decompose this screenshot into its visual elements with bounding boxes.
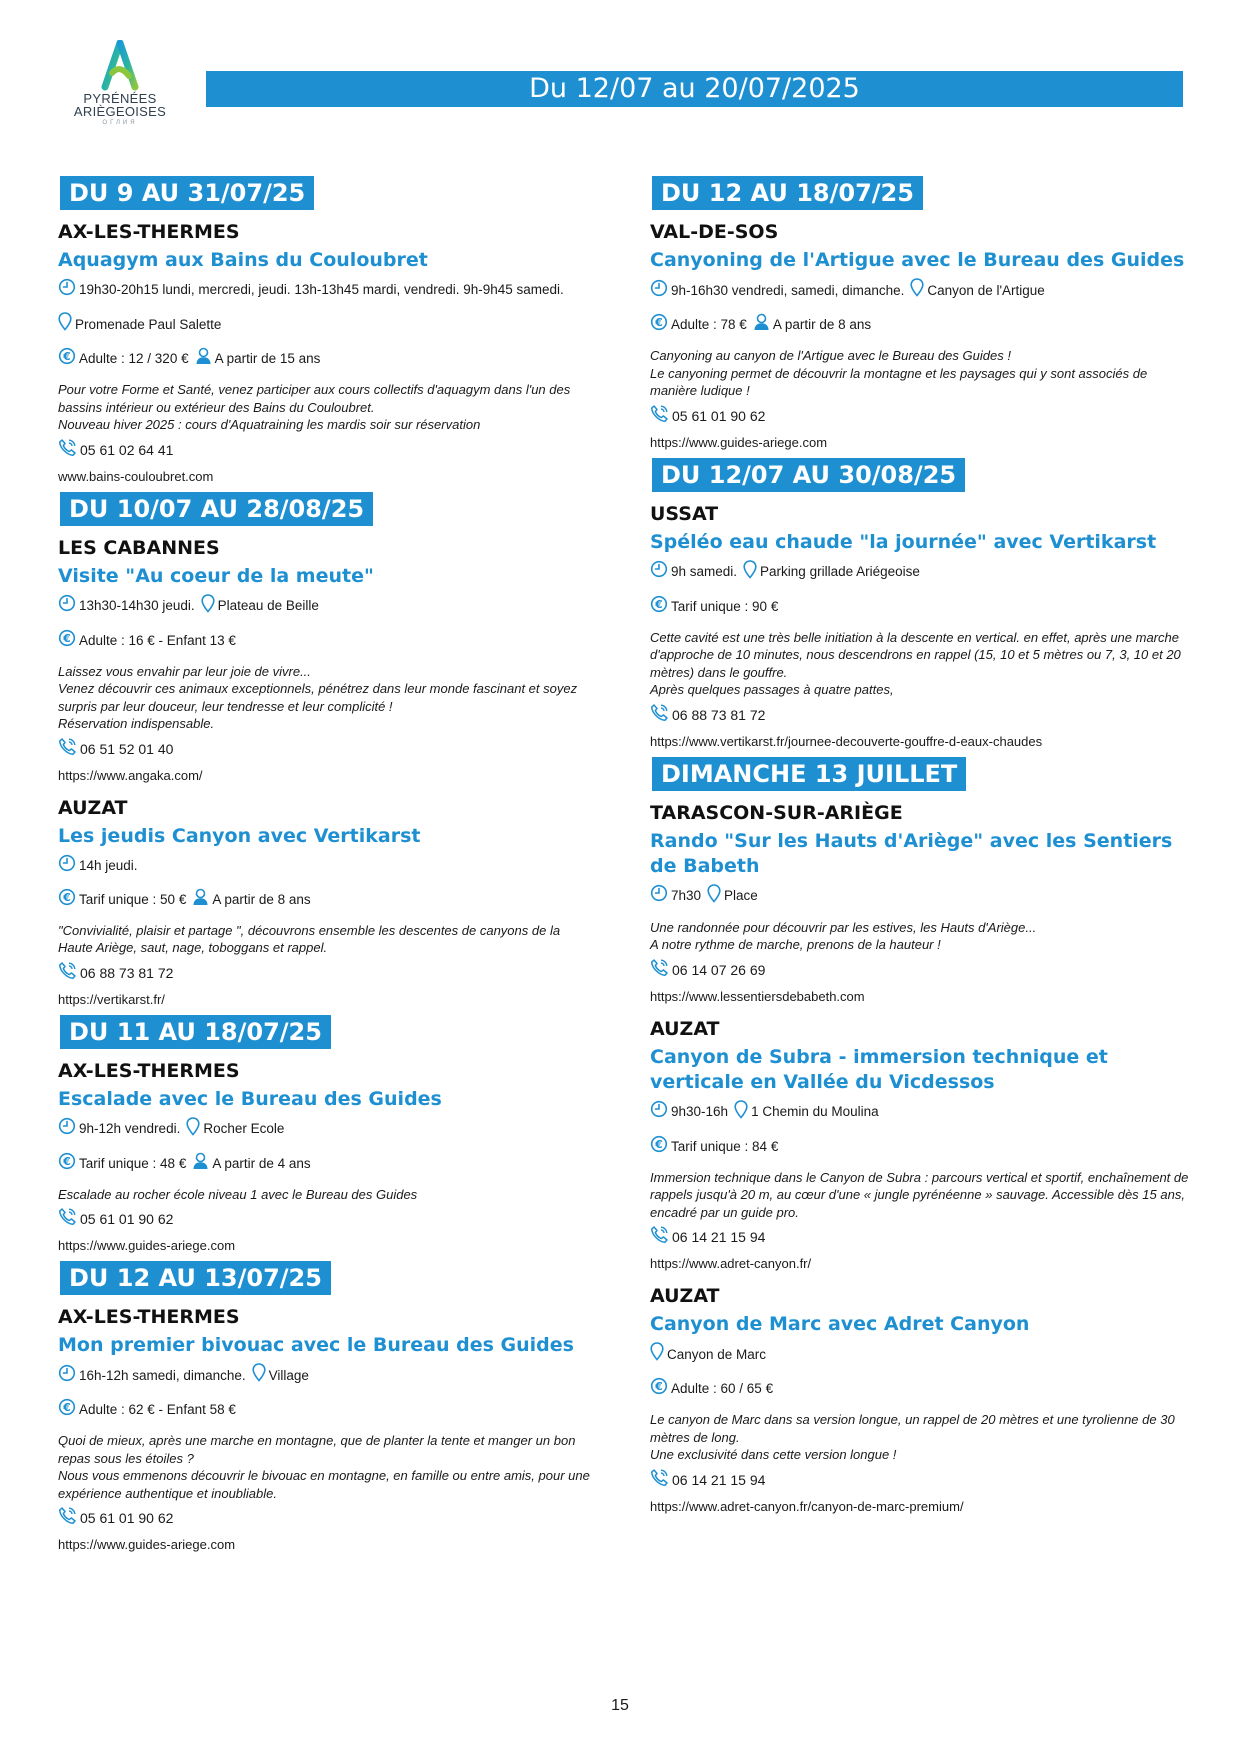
event-info-row (58, 347, 598, 371)
date-tag-wrap (650, 176, 1190, 210)
event-section (58, 492, 598, 1010)
phone-icon (650, 703, 669, 727)
event-town: TARASCON-SUR-ARIÈGE (650, 801, 903, 824)
event-town: AX-LES-THERMES (58, 221, 240, 243)
description-line: Réservation indispensable. (58, 716, 215, 731)
event-info-row (650, 313, 1190, 337)
event-info-row (58, 312, 598, 337)
description-line: Pour votre Forme et Santé, venez participer aux cours collectifs d'aquagym dans l'un des bassins intérieur ou extérieur des Bains du Couloubret. (58, 382, 571, 415)
location-pin-icon (734, 1100, 748, 1125)
phone-number: 06 14 21 15 94 (672, 1471, 766, 1488)
euro-icon (650, 313, 668, 337)
event-title[interactable]: Les jeudis Canyon avec Vertikarst (58, 824, 421, 847)
phone-icon (58, 1506, 77, 1530)
event-info-text: 13h30-14h30 jeudi. (79, 598, 195, 613)
clock-icon (650, 279, 668, 303)
euro-icon (650, 1377, 668, 1401)
event-item (58, 535, 598, 786)
event-info-text: 14h jeudi. (79, 857, 138, 873)
event-item (58, 1304, 598, 1555)
date-tag: DIMANCHE 13 JUILLET (652, 757, 966, 791)
event-section (650, 176, 1190, 453)
phone-icon (58, 1207, 77, 1231)
event-info-text: 16h-12h samedi, dimanche. (79, 1367, 246, 1383)
event-website-link[interactable]: https://www.adret-canyon.fr/canyon-de-marc-premium/ (650, 1498, 964, 1514)
event-description (58, 922, 598, 957)
event-info-row (58, 1363, 598, 1388)
event-town: AX-LES-THERMES (58, 1306, 240, 1328)
event-info-row (650, 560, 1190, 585)
event-info-row (650, 278, 1190, 303)
euro-icon (58, 1152, 76, 1176)
event-info-row (58, 888, 598, 912)
event-info-text: Canyon de Marc (667, 1346, 767, 1362)
event-description (650, 347, 1190, 400)
event-town: AUZAT (650, 1017, 720, 1040)
event-section (650, 757, 1190, 1517)
description-line: Venez découvrir ces animaux exceptionnels, pénétrez dans leur monde fascinant et soyez surpris par leur douceur, leur tendresse et leur complicité ! (58, 681, 578, 714)
event-description (650, 1411, 1190, 1464)
euro-icon (58, 347, 76, 371)
clock-icon (650, 884, 668, 908)
event-website-link[interactable]: https://www.guides-ariege.com (58, 1238, 236, 1253)
euro-icon (58, 888, 76, 912)
svg-text:€: € (63, 1154, 71, 1168)
event-info-row (58, 854, 598, 878)
date-tag-wrap (58, 176, 598, 210)
date-tag-wrap (650, 458, 1190, 492)
event-info-text: A partir de 4 ans (212, 1155, 311, 1171)
date-tag: DU 9 AU 31/07/25 (60, 176, 314, 210)
svg-text:€: € (655, 1137, 663, 1151)
phone-icon (650, 404, 669, 428)
date-tag-wrap (58, 492, 598, 526)
event-item (650, 1016, 1190, 1275)
event-description (650, 629, 1190, 699)
event-info-text: 7h30 (671, 888, 702, 903)
event-info-text: A partir de 15 ans (214, 351, 321, 366)
event-info-text: Rocher Ecole (203, 1121, 285, 1136)
logo-line-1: PYRÉNÉES (83, 91, 157, 106)
phone-number: 05 61 02 64 41 (80, 441, 174, 458)
svg-text:€: € (63, 890, 71, 904)
description-line: Le canyoning permet de découvrir la montagne et les paysages qui y sont associés de manière ludique ! (650, 365, 1148, 398)
euro-icon (650, 595, 668, 619)
event-website-link[interactable]: https://www.adret-canyon.fr/ (650, 1256, 812, 1271)
event-phone[interactable] (58, 1506, 598, 1530)
description-line: Une randonnée pour découvrir par les estives, les Hauts d'Ariège... (650, 919, 1037, 935)
event-phone[interactable] (650, 958, 1190, 982)
event-description (58, 1432, 598, 1502)
date-tag: DU 12 AU 13/07/25 (60, 1261, 331, 1295)
event-section (650, 458, 1190, 752)
person-icon (192, 1152, 209, 1176)
event-info-text: 9h-12h vendredi. (79, 1121, 181, 1136)
event-phone[interactable] (650, 1468, 1190, 1492)
left-column (58, 176, 598, 1560)
event-phone[interactable] (650, 703, 1190, 727)
event-info-row (58, 594, 598, 619)
event-info-text: A partir de 8 ans (212, 891, 311, 907)
event-info-row (58, 1398, 598, 1422)
date-tag-wrap (58, 1261, 598, 1295)
event-title[interactable]: Canyoning de l'Artigue avec le Bureau des Guides (650, 249, 1185, 271)
event-item (650, 501, 1190, 752)
phone-number: 06 14 07 26 69 (672, 961, 766, 978)
event-description (58, 663, 598, 733)
event-website-link[interactable]: https://vertikarst.fr/ (58, 991, 165, 1007)
date-tag-wrap (650, 757, 1190, 791)
phone-icon (650, 958, 669, 982)
description-line: Canyoning au canyon de l'Artigue avec le Bureau des Guides ! (650, 348, 1011, 363)
event-info-text: 19h30-20h15 lundi, mercredi, jeudi. 13h-13h45 mardi, vendredi. 9h-9h45 samedi. (79, 282, 564, 297)
event-town: AUZAT (58, 796, 128, 819)
svg-text:€: € (63, 1401, 71, 1414)
date-tag: DU 12/07 AU 30/08/25 (652, 458, 965, 492)
phone-number: 05 61 01 90 62 (80, 1510, 174, 1526)
event-info-text: Tarif unique : 84 € (671, 1138, 779, 1154)
event-website-link[interactable]: https://www.guides-ariege.com (650, 434, 828, 450)
location-pin-icon (650, 1342, 664, 1367)
location-pin-icon (58, 312, 72, 337)
date-tag: DU 12 AU 18/07/25 (652, 176, 923, 210)
date-tag: DU 10/07 AU 28/08/25 (60, 492, 373, 526)
phone-icon (650, 1225, 669, 1249)
logo-line-3: ОГЛИЯ (102, 120, 138, 126)
event-town: USSAT (650, 502, 719, 525)
description-line: Escalade au rocher école niveau 1 avec le Bureau des Guides (58, 1186, 418, 1202)
event-website-link[interactable]: https://www.angaka.com/ (58, 767, 203, 783)
event-title[interactable]: Canyon de Marc avec Adret Canyon (650, 1313, 1030, 1335)
svg-text:€: € (655, 1380, 663, 1393)
description-line: Immersion technique dans le Canyon de Subra : parcours vertical et sportif, enchaînement de rappels jusqu'à 20 m, au cœur d'une « jungle pyrénéenne » sauvage. Accessible dès 15 ans, encadré par un guide pro. (650, 1169, 1189, 1220)
event-info-row (650, 1135, 1190, 1159)
svg-text:€: € (655, 316, 663, 329)
event-info-row (58, 278, 598, 302)
event-town: VAL-DE-SOS (650, 221, 779, 243)
event-title[interactable]: Mon premier bivouac avec le Bureau des Guides (58, 1334, 574, 1356)
phone-number: 05 61 01 90 62 (672, 407, 766, 424)
person-icon (192, 888, 209, 912)
person-icon (753, 313, 770, 337)
event-info-text: A partir de 8 ans (772, 317, 872, 332)
svg-text:€: € (63, 631, 71, 645)
clock-icon (58, 1117, 76, 1141)
event-description (58, 381, 598, 434)
person-icon (195, 347, 212, 371)
pyrenees-logo-icon (99, 40, 141, 92)
event-section (58, 1015, 598, 1257)
event-info-text: Parking grillade Ariégeoise (760, 564, 920, 579)
event-info-text: Adulte : 62 € - Enfant 58 € (79, 1402, 236, 1417)
event-info-text: Place (724, 888, 758, 903)
location-pin-icon (707, 884, 721, 909)
clock-icon (58, 854, 76, 878)
description-line: Cette cavité est une très belle initiation à la descente en vertical. en effet, après une marche d'approche de 10 minutes, nous descendrons en rappel (15, 10 et 5 mètres ou 7, 3, 10 et 20 mètres) dans le gouffre. (650, 629, 1181, 680)
euro-icon (650, 1135, 668, 1159)
description-line: Nouveau hiver 2025 : cours d'Aquatraining les mardis soir sur réservation (58, 417, 481, 432)
event-title[interactable]: Spéléo eau chaude "la journée" avec Vertikarst (650, 530, 1157, 553)
description-line: Quoi de mieux, après une marche en montagne, que de planter la tente et manger un bon repas sous les étoiles ? (58, 1433, 576, 1466)
euro-icon (58, 629, 76, 653)
description-line: Le canyon de Marc dans sa version longue, un rappel de 20 mètres et une tyrolienne de 30 mètres de long. (650, 1412, 1175, 1445)
clock-icon (58, 1364, 76, 1388)
description-line: "Convivialité, plaisir et partage ", découvrons ensemble les descentes de canyons de la Haute Ariège, saut, nage, toboggans et rappel. (58, 922, 561, 955)
event-info-row (650, 1342, 1190, 1367)
event-item (650, 1283, 1190, 1517)
location-pin-icon (186, 1117, 200, 1142)
event-title[interactable]: Visite "Au coeur de la meute" (58, 564, 374, 587)
page-number: 15 (611, 1697, 629, 1714)
date-tag: DU 11 AU 18/07/25 (60, 1015, 331, 1049)
description-line: Laissez vous envahir par leur joie de vivre... (58, 663, 311, 679)
event-description (58, 1186, 598, 1204)
location-pin-icon (910, 278, 924, 303)
event-town: AX-LES-THERMES (58, 1059, 240, 1082)
event-info-row (58, 1117, 598, 1142)
event-title[interactable]: Aquagym aux Bains du Couloubret (58, 249, 428, 271)
event-info-text: 9h-16h30 vendredi, samedi, dimanche. (671, 282, 905, 298)
euro-icon (58, 1398, 76, 1422)
event-phone[interactable] (58, 1207, 598, 1231)
svg-text:€: € (63, 350, 71, 363)
event-info-text: Tarif unique : 48 € (79, 1155, 187, 1171)
event-info-text: 9h samedi. (671, 564, 738, 579)
description-line: A notre rythme de marche, prenons de la hauteur ! (650, 937, 941, 952)
event-info-text: Promenade Paul Salette (75, 316, 222, 332)
event-info-row (650, 1100, 1190, 1125)
clock-icon (58, 278, 76, 302)
clock-icon (58, 594, 76, 618)
event-item (650, 219, 1190, 453)
description-line: Nous vous emmenons découvrir le bivouac en montagne, en famille ou entre amis, pour une expérience authentique et inoubliable. (58, 1468, 590, 1501)
phone-icon (58, 961, 77, 985)
event-info-text: Tarif unique : 90 € (671, 598, 779, 614)
event-website-link[interactable]: https://www.vertikarst.fr/journee-decouverte-gouffre-d-eaux-chaudes (650, 733, 1043, 749)
event-info-text: 1 Chemin du Moulina (751, 1104, 879, 1119)
event-info-text: Plateau de Beille (217, 598, 319, 613)
event-info-text: Adulte : 78 € (671, 317, 747, 332)
event-info-text: Tarif unique : 50 € (79, 891, 187, 907)
event-info-text: Adulte : 60 / 65 € (671, 1381, 774, 1396)
svg-text:€: € (655, 597, 663, 611)
event-title[interactable]: Rando "Sur les Hauts d'Ariège" avec les Sentiers de Babeth (650, 829, 1173, 877)
event-phone[interactable] (58, 737, 598, 761)
event-info-row (650, 595, 1190, 619)
event-website-link[interactable]: https://www.lessentiersdebabeth.com (650, 988, 865, 1004)
event-section (58, 1261, 598, 1555)
phone-number: 06 88 73 81 72 (80, 964, 174, 981)
event-info-text: Adulte : 12 / 320 € (79, 351, 189, 366)
event-info-text: Adulte : 16 € - Enfant 13 € (79, 632, 236, 648)
event-title[interactable]: Canyon de Subra - immersion technique et verticale en Vallée du Vicdessos (650, 1045, 1108, 1093)
event-item (58, 795, 598, 1010)
clock-icon (650, 1100, 668, 1124)
event-town: LES CABANNES (58, 536, 220, 559)
event-phone[interactable] (650, 404, 1190, 428)
event-website-link[interactable]: https://www.guides-ariege.com (58, 1537, 236, 1552)
location-pin-icon (252, 1363, 266, 1388)
location-pin-icon (201, 594, 215, 619)
event-section (58, 176, 598, 487)
location-pin-icon (743, 560, 757, 585)
page-title-banner: Du 12/07 au 20/07/2025 (206, 71, 1183, 107)
event-phone[interactable] (58, 961, 598, 985)
event-phone[interactable] (58, 438, 598, 462)
phone-number: 05 61 01 90 62 (80, 1211, 174, 1227)
event-website-link[interactable]: www.bains-couloubret.com (58, 468, 214, 484)
event-info-row (58, 1152, 598, 1176)
event-info-row (58, 629, 598, 653)
event-description (650, 1169, 1190, 1222)
phone-icon (58, 737, 77, 761)
event-info-text: 9h30-16h (671, 1104, 729, 1119)
description-line: Après quelques passages à quatre pattes, (650, 682, 894, 697)
logo-line-2: ARIÈGEOISES (73, 104, 167, 119)
right-column (650, 176, 1190, 1522)
event-title[interactable]: Escalade avec le Bureau des Guides (58, 1087, 442, 1110)
phone-icon (58, 438, 77, 462)
event-item (58, 219, 598, 487)
event-info-text: Village (268, 1367, 309, 1383)
phone-number: 06 51 52 01 40 (80, 740, 174, 757)
logo (72, 40, 168, 126)
event-info-text: Canyon de l'Artigue (927, 282, 1045, 298)
event-item (650, 800, 1190, 1007)
phone-icon (650, 1468, 669, 1492)
date-tag-wrap (58, 1015, 598, 1049)
event-item (58, 1058, 598, 1257)
clock-icon (650, 560, 668, 584)
event-town: AUZAT (650, 1285, 720, 1307)
event-info-row (650, 884, 1190, 909)
description-line: Une exclusivité dans cette version longue ! (650, 1447, 897, 1462)
phone-number: 06 14 21 15 94 (672, 1229, 766, 1245)
event-phone[interactable] (650, 1225, 1190, 1249)
event-description (650, 919, 1190, 954)
event-info-row (650, 1377, 1190, 1401)
phone-number: 06 88 73 81 72 (672, 706, 766, 723)
